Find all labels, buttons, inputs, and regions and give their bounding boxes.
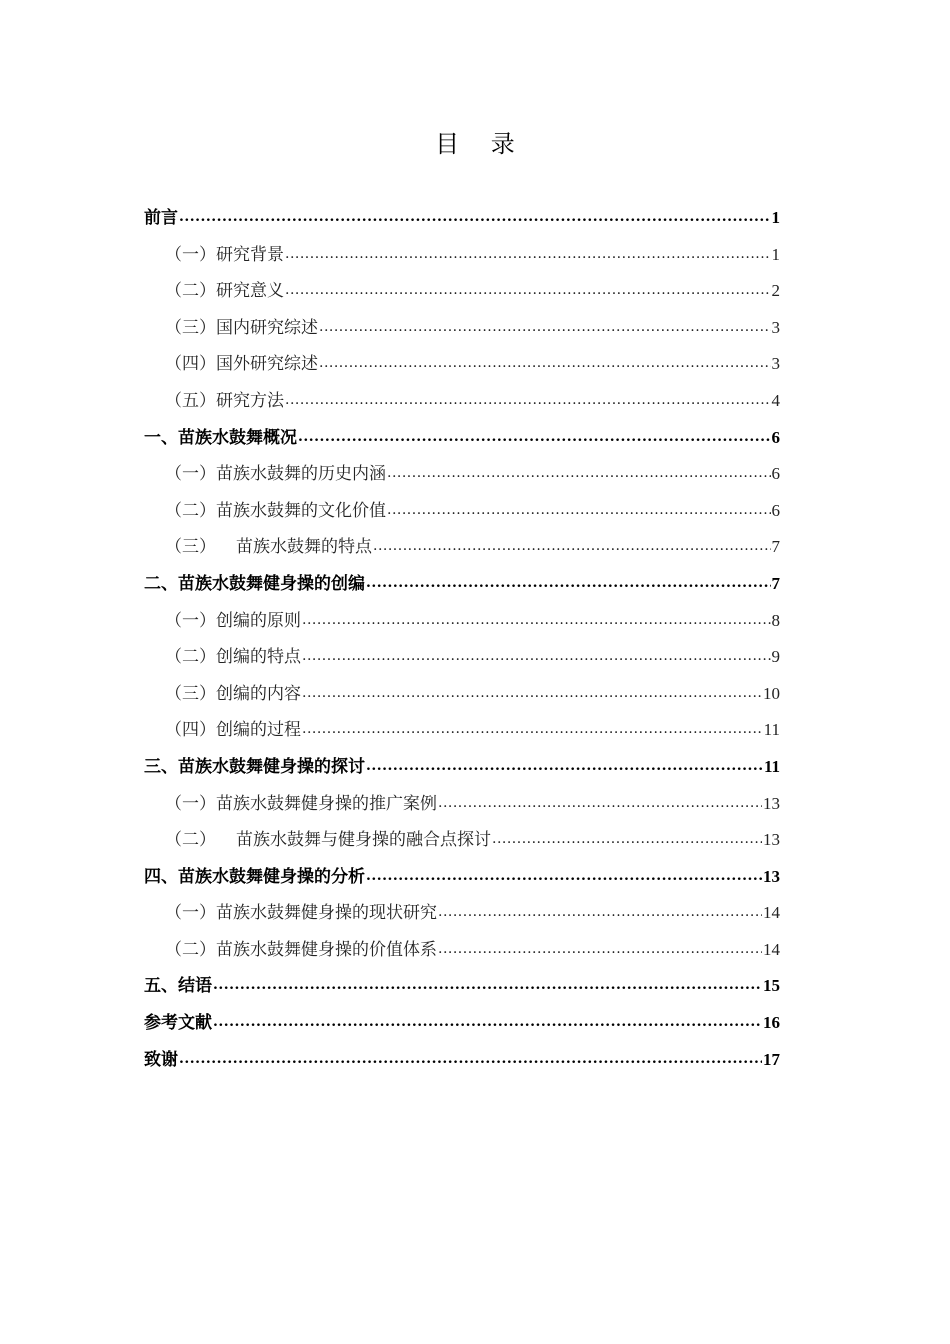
entry-title: 苗族水鼓舞健身操的现状研究 bbox=[216, 903, 437, 924]
toc-section-entry[interactable] bbox=[144, 240, 780, 277]
dot-leader bbox=[438, 792, 762, 809]
table-of-contents bbox=[144, 203, 780, 1081]
page-number: 13 bbox=[763, 866, 780, 886]
entry-number: （一） bbox=[165, 793, 216, 814]
page-number: 1 bbox=[771, 244, 780, 264]
entry-title: 创编的特点 bbox=[216, 647, 301, 668]
toc-chapter-entry[interactable] bbox=[144, 1008, 780, 1045]
entry-title: 国内研究综述 bbox=[216, 317, 318, 338]
page-number: 16 bbox=[763, 1013, 780, 1033]
dot-leader bbox=[179, 1048, 762, 1065]
toc-chapter-entry[interactable] bbox=[144, 971, 780, 1008]
toc-section-entry[interactable] bbox=[144, 715, 780, 752]
entry-number: （二） bbox=[165, 647, 216, 668]
entry-title: 研究背景 bbox=[216, 244, 284, 265]
page-number: 8 bbox=[771, 610, 780, 630]
page-number: 11 bbox=[763, 756, 780, 776]
entry-title: 国外研究综述 bbox=[216, 354, 318, 375]
entry-number: （二） bbox=[165, 500, 216, 521]
page-number: 11 bbox=[763, 720, 780, 740]
dot-leader bbox=[285, 243, 771, 260]
dot-leader bbox=[373, 535, 771, 552]
entry-title: 苗族水鼓舞的特点 bbox=[236, 537, 372, 558]
entry-title: 创编的过程 bbox=[216, 720, 301, 741]
page-number: 4 bbox=[771, 390, 780, 410]
toc-section-entry[interactable] bbox=[144, 935, 780, 972]
entry-number: （二） bbox=[165, 939, 216, 960]
entry-title: 四、苗族水鼓舞健身操的分析 bbox=[144, 866, 365, 887]
entry-title: 创编的内容 bbox=[216, 683, 301, 704]
toc-chapter-entry[interactable] bbox=[144, 1045, 780, 1082]
toc-chapter-entry[interactable] bbox=[144, 862, 780, 899]
entry-title: 研究方法 bbox=[216, 390, 284, 411]
page-title: 目 录 bbox=[435, 130, 527, 158]
toc-chapter-entry[interactable] bbox=[144, 569, 780, 606]
page-number: 7 bbox=[771, 573, 780, 593]
toc-section-entry[interactable] bbox=[144, 642, 780, 679]
page-number: 14 bbox=[763, 903, 780, 923]
page-number: 1 bbox=[771, 208, 780, 227]
entry-title: 创编的原则 bbox=[216, 610, 301, 631]
page-number: 10 bbox=[763, 683, 780, 703]
dot-leader bbox=[438, 938, 762, 955]
page-number: 6 bbox=[771, 464, 780, 484]
page-number: 13 bbox=[763, 830, 780, 850]
dot-leader bbox=[298, 426, 771, 443]
entry-number: （一） bbox=[165, 244, 216, 265]
dot-leader bbox=[366, 865, 762, 882]
dot-leader bbox=[387, 462, 771, 479]
entry-title: 苗族水鼓舞的历史内涵 bbox=[216, 464, 386, 485]
toc-chapter-entry[interactable] bbox=[144, 752, 780, 789]
toc-section-entry[interactable] bbox=[144, 532, 780, 569]
toc-section-entry[interactable] bbox=[144, 679, 780, 716]
entry-title: 一、苗族水鼓舞概况 bbox=[144, 427, 297, 448]
page-number: 3 bbox=[771, 317, 780, 337]
entry-number: （四） bbox=[165, 354, 216, 375]
dot-leader bbox=[366, 755, 763, 772]
dot-leader bbox=[438, 901, 762, 918]
toc-section-entry[interactable] bbox=[144, 825, 780, 862]
dot-leader bbox=[366, 572, 771, 589]
dot-leader bbox=[179, 206, 771, 223]
entry-title: 五、结语 bbox=[144, 976, 212, 997]
entry-number: （三） bbox=[165, 317, 216, 338]
page-number: 14 bbox=[763, 939, 780, 959]
toc-section-entry[interactable] bbox=[144, 459, 780, 496]
dot-leader bbox=[319, 316, 771, 333]
entry-title: 苗族水鼓舞与健身操的融合点探讨 bbox=[236, 830, 491, 851]
entry-title: 致谢 bbox=[144, 1049, 178, 1070]
toc-chapter-entry[interactable] bbox=[144, 423, 780, 460]
page-number: 6 bbox=[771, 427, 780, 447]
entry-title: 三、苗族水鼓舞健身操的探讨 bbox=[144, 756, 365, 777]
dot-leader bbox=[213, 1011, 762, 1028]
entry-title: 前言 bbox=[144, 208, 178, 228]
page-number: 15 bbox=[763, 976, 780, 996]
toc-chapter-entry[interactable] bbox=[144, 203, 780, 240]
page-number: 17 bbox=[763, 1049, 780, 1069]
toc-section-entry[interactable] bbox=[144, 606, 780, 643]
page-number: 3 bbox=[771, 354, 780, 374]
dot-leader bbox=[319, 352, 771, 369]
entry-title: 苗族水鼓舞的文化价值 bbox=[216, 500, 386, 521]
dot-leader bbox=[302, 718, 763, 735]
toc-section-entry[interactable] bbox=[144, 789, 780, 826]
dot-leader bbox=[387, 499, 771, 516]
entry-number: （三） bbox=[165, 683, 216, 704]
page-number: 7 bbox=[771, 537, 780, 557]
dot-leader bbox=[285, 279, 771, 296]
toc-section-entry[interactable] bbox=[144, 276, 780, 313]
entry-number: （二） bbox=[165, 830, 216, 851]
entry-title: 参考文献 bbox=[144, 1013, 212, 1034]
page-number: 13 bbox=[763, 793, 780, 813]
toc-section-entry[interactable] bbox=[144, 898, 780, 935]
toc-section-entry[interactable] bbox=[144, 386, 780, 423]
entry-number: （一） bbox=[165, 464, 216, 485]
dot-leader bbox=[492, 828, 762, 845]
dot-leader bbox=[285, 389, 771, 406]
page-number: 2 bbox=[771, 281, 780, 301]
entry-title: 苗族水鼓舞健身操的价值体系 bbox=[216, 939, 437, 960]
toc-section-entry[interactable] bbox=[144, 313, 780, 350]
toc-section-entry[interactable] bbox=[144, 349, 780, 386]
entry-number: （一） bbox=[165, 903, 216, 924]
page-number: 9 bbox=[771, 647, 780, 667]
entry-title: 研究意义 bbox=[216, 281, 284, 302]
entry-number: （二） bbox=[165, 281, 216, 302]
dot-leader bbox=[302, 645, 771, 662]
entry-number: （四） bbox=[165, 720, 216, 741]
entry-number: （一） bbox=[165, 610, 216, 631]
dot-leader bbox=[213, 974, 762, 991]
entry-title: 苗族水鼓舞健身操的推广案例 bbox=[216, 793, 437, 814]
dot-leader bbox=[302, 609, 771, 626]
dot-leader bbox=[302, 682, 762, 699]
toc-section-entry[interactable] bbox=[144, 496, 780, 533]
entry-title: 二、苗族水鼓舞健身操的创编 bbox=[144, 573, 365, 594]
page-number: 6 bbox=[771, 500, 780, 520]
entry-number: （三） bbox=[165, 537, 216, 558]
entry-number: （五） bbox=[165, 390, 216, 411]
